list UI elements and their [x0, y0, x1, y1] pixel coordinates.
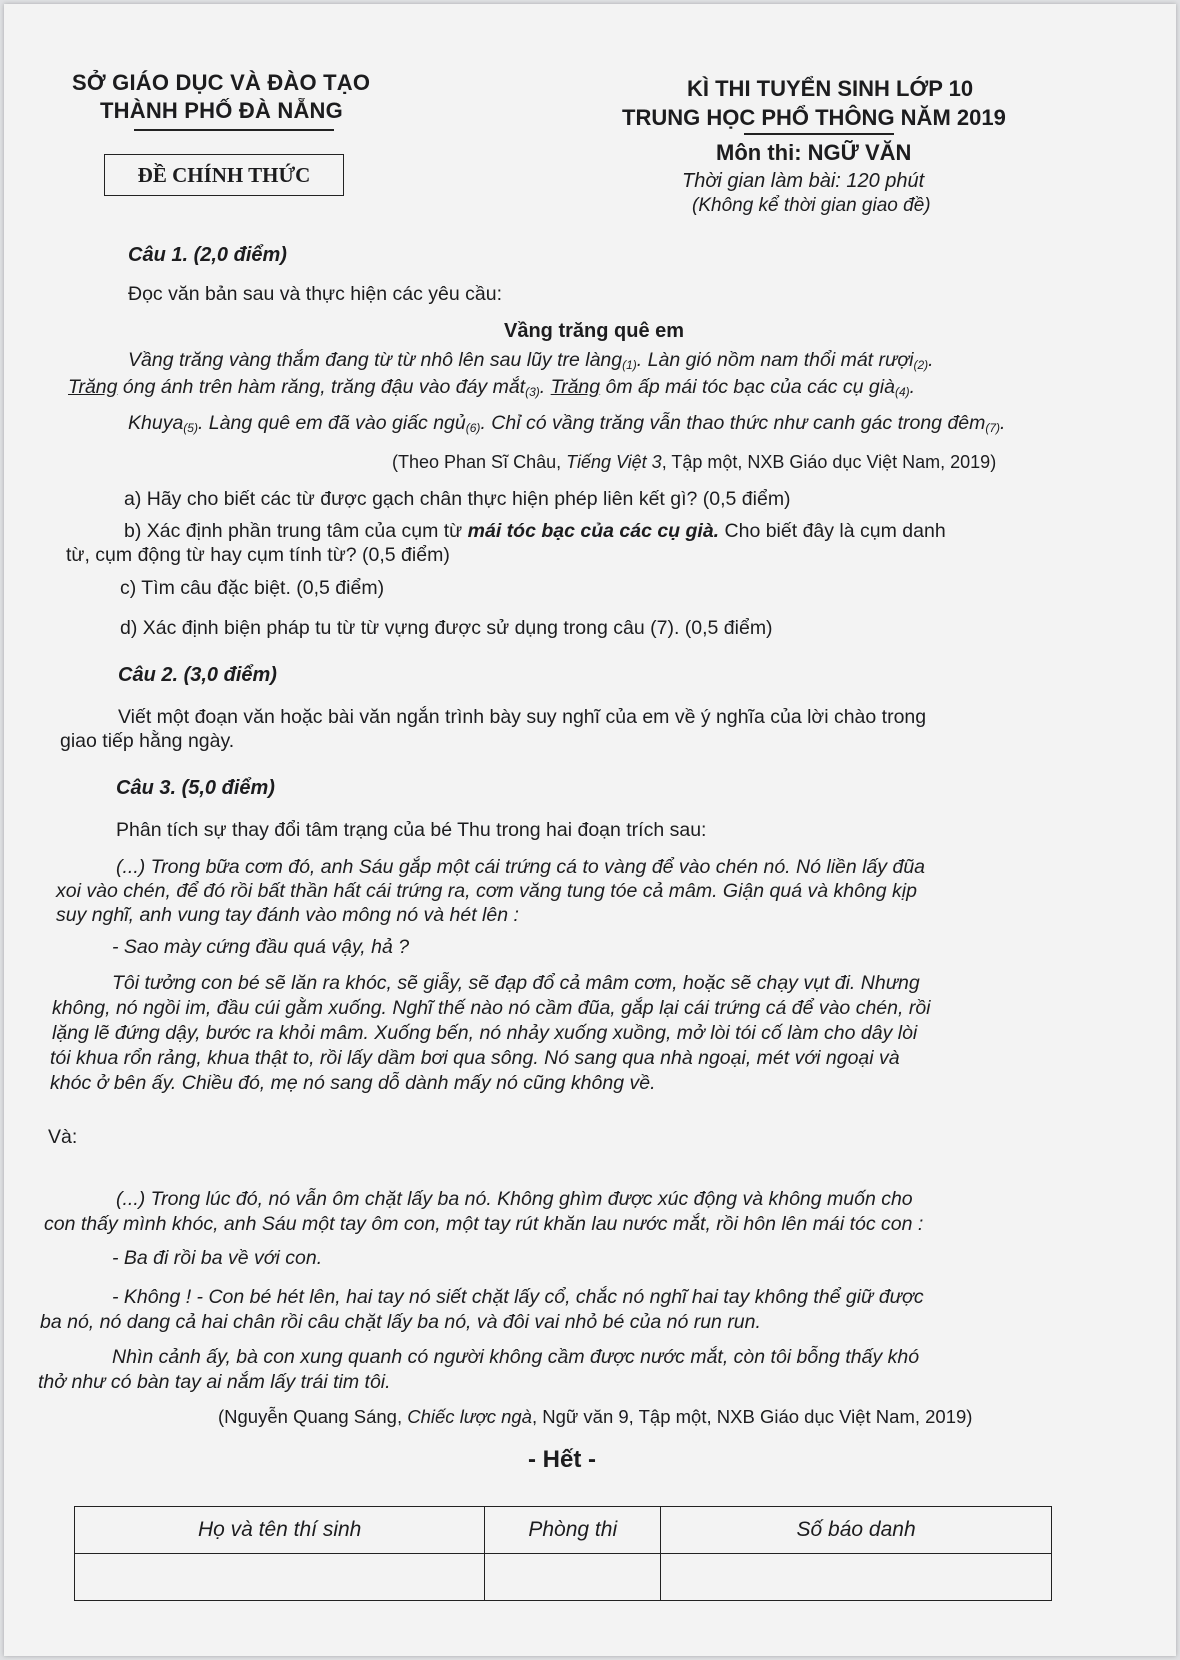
q1-instruction: Đọc văn bản sau và thực hiện các yêu cầu: [128, 283, 503, 305]
excerpt2-line-1: (...) Trong lúc đó, nó vẫn ôm chặt lấy ba nó. Không ghìm được xúc động và không muốn cho [116, 1188, 913, 1210]
excerpt1-line-3: suy nghĩ, anh vung tay đánh vào mông nó và hét lên : [56, 904, 519, 926]
candidate-info-table [74, 1506, 1052, 1601]
official-exam-label: ĐỀ CHÍNH THỨC [104, 154, 344, 196]
q2-line-1: Viết một đoạn văn hoặc bài văn ngắn trình bày suy nghĩ của em về ý nghĩa của lời chào trong [118, 706, 927, 728]
table-header-row [75, 1507, 1052, 1554]
q1-part-b: b) Xác định phần trung tâm của cụm từ mái tóc bạc của các cụ già. Cho biết đây là cụm danh [124, 520, 946, 542]
exam-page [4, 4, 1176, 1656]
table-entry-row [75, 1554, 1052, 1601]
excerpt1-line-9: khóc ở bên ấy. Chiều đó, mẹ nó sang dỗ dành mấy nó cũng không về. [50, 1072, 656, 1094]
passage-source: (Theo Phan Sĩ Châu, Tiếng Việt 3, Tập một, NXB Giáo dục Việt Nam, 2019) [392, 452, 997, 472]
exam-room-cell[interactable] [485, 1554, 661, 1601]
excerpt1-line-4: - Sao mày cứng đầu quá vậy, hả ? [112, 936, 410, 958]
q2-title: Câu 2. (3,0 điểm) [118, 664, 277, 686]
underlined-word-2: Trăng [550, 376, 601, 398]
underlined-word-1: Trăng [68, 376, 118, 398]
end-mark: - Hết - [528, 1446, 596, 1473]
excerpt1-line-6: không, nó ngồi im, đầu cúi gằm xuống. Nghĩ thế nào nó cầm đũa, gắp lại cái trứng cá để vào chén, rồi [52, 997, 931, 1019]
excerpt2-line-6: Nhìn cảnh ấy, bà con xung quanh có người không cầm được nước mắt, còn tôi bỗng thấy khó [112, 1346, 920, 1368]
excerpt2-line-7: thở như có bàn tay ai nắm lấy trái tim tôi. [38, 1371, 391, 1393]
excerpt1-line-7: lặng lẽ đứng dậy, bước ra khỏi mâm. Xuống bến, nó nhảy xuống xuồng, mở lòi tói cố làm cho dây lòi [52, 1022, 918, 1044]
exam-time-note: (Không kể thời gian giao đề) [692, 195, 931, 216]
candidate-name-header: Họ và tên thí sinh [75, 1507, 485, 1554]
excerpt1-line-5: Tôi tưởng con bé sẽ lăn ra khóc, sẽ giẫy, sẽ đạp đổ cả mâm cơm, hoặc sẽ chạy vụt đi. Nhưng [112, 972, 920, 994]
q1-part-c: c) Tìm câu đặc biệt. (0,5 điểm) [120, 577, 385, 599]
q1-part-b-cont: từ, cụm động từ hay cụm tính từ? (0,5 điểm) [66, 544, 450, 566]
q2-line-2: giao tiếp hằng ngày. [60, 730, 235, 752]
excerpt2-line-4: - Không ! - Con bé hét lên, hai tay nó siết chặt lấy cổ, chắc nó nghĩ hai tay không thể giữ được [112, 1286, 924, 1308]
passage-line-3: Khuya$_{(5)}$. Làng quê em đã vào giấc ngủ$_{(6)}$. Chỉ có vầng trăng vẫn thao thức như canh gác trong đêm$_{(7)}$. [128, 412, 1006, 435]
candidate-name-cell[interactable] [75, 1554, 485, 1601]
city-name: THÀNH PHỐ ĐÀ NẴNG [100, 98, 343, 123]
passage-line-2: Trăng óng ánh trên hàm răng, trăng đậu vào đáy mắt$_{(3)}$. Trăng ôm ấp mái tóc bạc của các cụ già$_{(4)}$. [68, 376, 916, 399]
exam-room-header: Phòng thi [485, 1507, 661, 1554]
q1-title: Câu 1. (2,0 điểm) [128, 244, 287, 266]
department-name: SỞ GIÁO DỤC VÀ ĐÀO TẠO [72, 70, 371, 95]
q3-title: Câu 3. (5,0 điểm) [116, 777, 275, 799]
excerpt-source: (Nguyễn Quang Sáng, Chiếc lược ngà, Ngữ văn 9, Tập một, NXB Giáo dục Việt Nam, 2019) [218, 1406, 973, 1427]
candidate-number-header: Số báo danh [661, 1507, 1052, 1554]
exam-title: KÌ THI TUYỂN SINH LỚP 10 [687, 76, 974, 101]
excerpt1-line-8: tói khua rổn rảng, khua thật to, rồi lấy dầm bơi qua sông. Nó sang qua nhà ngoại, mét với ngoại và [50, 1047, 900, 1069]
exam-level: TRUNG HỌC PHỔ THÔNG NĂM 2019 [622, 105, 1006, 130]
excerpt2-line-5: ba nó, nó dang cả hai chân rồi câu chặt lấy ba nó, và đôi vai nhỏ bé của nó run run. [40, 1311, 761, 1333]
q1-part-a: a) Hãy cho biết các từ được gạch chân thực hiện phép liên kết gì? (0,5 điểm) [124, 488, 791, 510]
excerpt2-line-3: - Ba đi rồi ba về với con. [112, 1247, 323, 1269]
exam-time: Thời gian làm bài: 120 phút [682, 170, 925, 192]
excerpt1-line-1: (...) Trong bữa cơm đó, anh Sáu gắp một cái trứng cá to vàng để vào chén nó. Nó liền lấy đũa [116, 856, 926, 878]
passage-line-1: Vầng trăng vàng thắm đang từ từ nhô lên sau lũy tre làng$_{(1)}$. Làn gió nồm nam thổi mát rượi$_{(2)}$. [128, 349, 934, 372]
q3-instruction: Phân tích sự thay đổi tâm trạng của bé Thu trong hai đoạn trích sau: [116, 819, 707, 841]
excerpt2-line-2: con thấy mình khóc, anh Sáu một tay ôm con, một tay rút khăn lau nước mắt, rồi hôn lên mái tóc con : [44, 1213, 924, 1235]
q1-part-d: d) Xác định biện pháp tu từ từ vựng được sử dụng trong câu (7). (0,5 điểm) [120, 617, 773, 639]
excerpt1-line-2: xoi vào chén, để đó rồi bất thần hất cái trứng ra, cơm văng tung tóe cả mâm. Giận quá và không kịp [56, 880, 917, 902]
candidate-number-cell[interactable] [661, 1554, 1052, 1601]
passage-title: Vầng trăng quê em [504, 320, 685, 342]
and-connector: Và: [48, 1126, 78, 1148]
header-right-underline [744, 133, 894, 135]
header-underline [134, 129, 334, 131]
exam-subject: Môn thi: NGỮ VĂN [716, 140, 912, 165]
